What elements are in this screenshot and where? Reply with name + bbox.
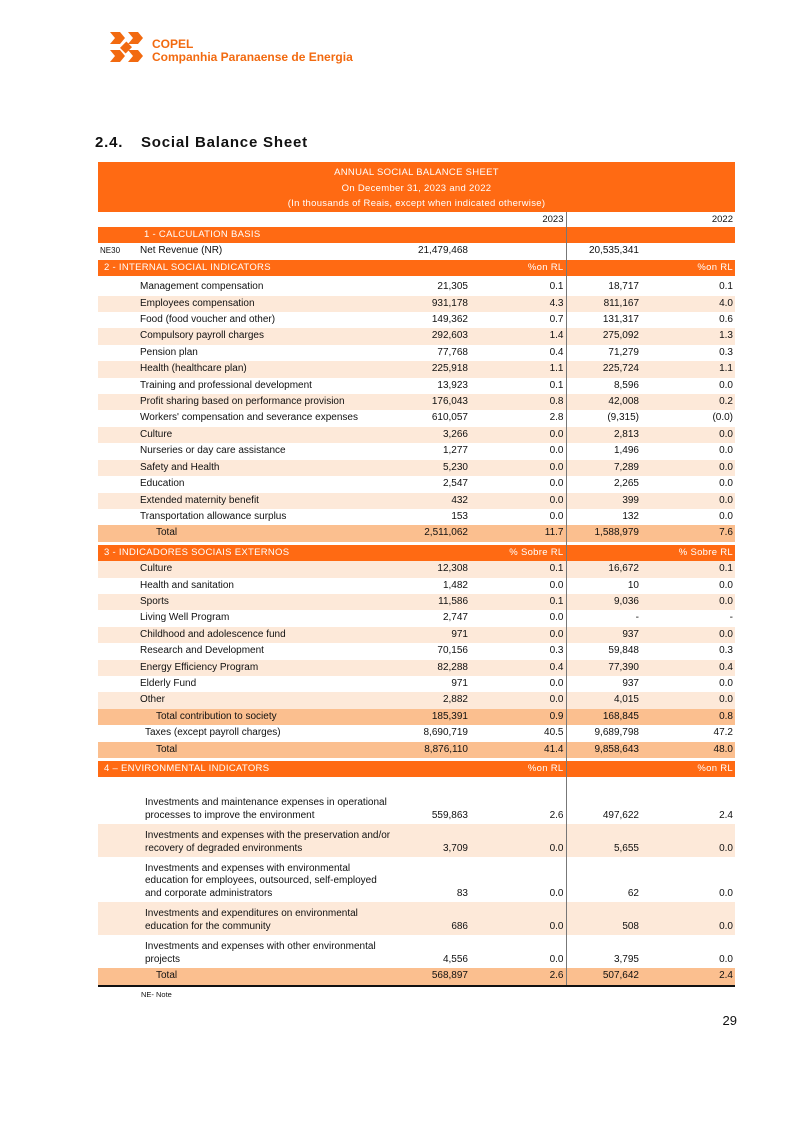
note-cell bbox=[98, 312, 138, 328]
row-label: Total bbox=[138, 968, 396, 985]
table-row bbox=[98, 857, 735, 902]
pct-2023: 0.0 bbox=[470, 460, 566, 476]
table-row bbox=[98, 676, 735, 692]
row-label: Health and sanitation bbox=[140, 579, 234, 591]
value-2022: 10 bbox=[627, 579, 639, 591]
pct-header-2022: %on RL bbox=[641, 260, 735, 276]
value-2023: 185,391 bbox=[396, 709, 470, 725]
row-label: Living Well Program bbox=[140, 612, 230, 624]
pct-2023: 4.3 bbox=[470, 296, 566, 312]
blank-cell bbox=[566, 212, 641, 227]
pct-2022: 0.0 bbox=[719, 887, 733, 899]
pct-2023: 0.4 bbox=[470, 660, 566, 676]
pct-2023: 1.1 bbox=[470, 361, 566, 377]
value-2023: 3,266 bbox=[396, 427, 470, 443]
blank-cell bbox=[396, 212, 470, 227]
value-2022: 7,289 bbox=[566, 460, 641, 476]
row-label: Childhood and adolescence fund bbox=[138, 627, 396, 643]
pct-2023: 0.0 bbox=[470, 610, 566, 626]
blank-cell bbox=[566, 761, 641, 777]
note-cell bbox=[98, 791, 138, 824]
note-cell bbox=[98, 709, 138, 725]
company-logo bbox=[108, 30, 388, 70]
table-row bbox=[98, 361, 735, 377]
value-2023: 4,556 bbox=[442, 953, 468, 965]
value-2023: 1,482 bbox=[442, 579, 468, 591]
section-title bbox=[95, 134, 308, 151]
pct-2023: 2.6 bbox=[470, 791, 566, 824]
table-row bbox=[98, 476, 735, 492]
pct-2023: 0.0 bbox=[470, 493, 566, 509]
row-label: Investments and expenses with other environmental projects bbox=[145, 941, 376, 965]
pct-2023: 0.1 bbox=[470, 561, 566, 577]
blank-cell bbox=[566, 777, 641, 791]
pct-2023: 0.8 bbox=[470, 394, 566, 410]
internal-heading-row bbox=[98, 260, 735, 276]
value-2022: 16,672 bbox=[566, 561, 641, 577]
value-2022: 1,496 bbox=[613, 445, 639, 457]
table-row bbox=[98, 394, 735, 410]
note-cell bbox=[98, 742, 138, 758]
pct-header-2022: % Sobre RL bbox=[641, 545, 735, 561]
value-2023: 77,768 bbox=[437, 346, 468, 358]
year-2022: 2022 bbox=[711, 214, 733, 225]
blank-cell bbox=[641, 243, 735, 259]
value-2022: 507,642 bbox=[566, 968, 641, 985]
note-cell bbox=[98, 378, 138, 394]
blank-cell bbox=[641, 227, 735, 243]
pct-2023: 11.7 bbox=[470, 525, 566, 541]
value-2023: 5,230 bbox=[396, 460, 470, 476]
value-2023: 149,362 bbox=[431, 314, 468, 326]
value-2022: 508 bbox=[566, 902, 641, 935]
sheet-units: (In thousands of Reais, except when indicated otherwise) bbox=[287, 198, 546, 209]
pct-2022: 0.8 bbox=[641, 709, 735, 725]
value-2023: 2,882 bbox=[396, 692, 470, 708]
pct-2023: 0.0 bbox=[470, 578, 566, 594]
table-row bbox=[98, 443, 735, 459]
bottom-rule bbox=[98, 986, 735, 989]
pct-2022: 48.0 bbox=[641, 742, 735, 758]
note-cell bbox=[98, 509, 138, 525]
table-row bbox=[98, 902, 735, 935]
row-label: Taxes (except payroll charges) bbox=[145, 727, 281, 739]
pct-2022: 0.0 bbox=[719, 478, 733, 490]
pct-2022: 0.0 bbox=[719, 379, 733, 391]
row-label: Extended maternity benefit bbox=[138, 493, 396, 509]
table-row bbox=[98, 610, 735, 626]
table-row bbox=[98, 935, 735, 968]
pct-2023: 0.9 bbox=[470, 709, 566, 725]
pct-2022: 0.0 bbox=[641, 627, 735, 643]
table-row bbox=[98, 279, 735, 295]
pct-2022: 0.0 bbox=[719, 953, 733, 965]
blank-cell bbox=[396, 777, 470, 791]
table-row bbox=[98, 643, 735, 659]
note-cell bbox=[98, 935, 138, 968]
table-row bbox=[98, 692, 735, 708]
pct-2022: 0.0 bbox=[719, 510, 733, 522]
pct-2022: 1.1 bbox=[641, 361, 735, 377]
pct-2022: 0.3 bbox=[719, 346, 733, 358]
row-label: Compulsory payroll charges bbox=[138, 328, 396, 344]
value-2022: 937 bbox=[622, 677, 639, 689]
value-2022: 77,390 bbox=[566, 660, 641, 676]
row-label: Pension plan bbox=[140, 346, 198, 358]
value-2023: 971 bbox=[451, 677, 468, 689]
pct-2022: (0.0) bbox=[712, 412, 733, 424]
value-2023: 559,863 bbox=[431, 809, 468, 821]
note-cell bbox=[98, 296, 138, 312]
value-2023: 568,897 bbox=[396, 968, 470, 985]
blank-cell bbox=[470, 243, 566, 259]
pct-2022: 0.0 bbox=[641, 594, 735, 610]
pct-2023: 0.0 bbox=[470, 824, 566, 857]
note-cell bbox=[98, 902, 138, 935]
row-label: Sports bbox=[138, 594, 396, 610]
value-2022: 132 bbox=[622, 510, 639, 522]
blank-cell bbox=[566, 227, 641, 243]
note-cell bbox=[98, 627, 138, 643]
value-2022: 2,813 bbox=[566, 427, 641, 443]
pct-2022: 47.2 bbox=[713, 727, 733, 739]
table-row bbox=[98, 578, 735, 594]
value-2022: 9,036 bbox=[566, 594, 641, 610]
note-cell bbox=[98, 361, 138, 377]
value-2023: 21,305 bbox=[437, 281, 468, 293]
value-2023: 931,178 bbox=[396, 296, 470, 312]
note-cell bbox=[98, 578, 138, 594]
note-cell bbox=[98, 443, 138, 459]
row-label: Profit sharing based on performance provision bbox=[138, 394, 396, 410]
row-label: Investments and expenses with environmental education for employees, outsourced, self-employed and corporate administrators bbox=[145, 862, 377, 899]
pct-2022: 0.0 bbox=[719, 677, 733, 689]
note-cell bbox=[98, 460, 138, 476]
pct-2023: 0.1 bbox=[470, 378, 566, 394]
pct-2022: 0.2 bbox=[641, 394, 735, 410]
value-2023: 13,923 bbox=[437, 379, 468, 391]
value-2023: 610,057 bbox=[431, 412, 468, 424]
value-2023: 83 bbox=[456, 887, 468, 899]
total-row bbox=[98, 525, 735, 541]
value-2023: 292,603 bbox=[396, 328, 470, 344]
blank-cell bbox=[470, 777, 566, 791]
value-2023: 225,918 bbox=[396, 361, 470, 377]
value-2022: 1,588,979 bbox=[566, 525, 641, 541]
pct-2022: - bbox=[729, 612, 733, 624]
pct-2023: 0.3 bbox=[470, 643, 566, 659]
note-cell bbox=[98, 394, 138, 410]
pct-2023: 1.4 bbox=[470, 328, 566, 344]
note-cell bbox=[98, 643, 138, 659]
row-label: Investments and expenditures on environmental education for the community bbox=[138, 902, 396, 935]
note-cell bbox=[98, 561, 138, 577]
pct-2022: 0.0 bbox=[641, 427, 735, 443]
pct-2023: 0.0 bbox=[470, 857, 566, 902]
blank-cell bbox=[470, 227, 566, 243]
blank-cell bbox=[138, 212, 396, 227]
note-cell bbox=[98, 676, 138, 692]
value-2023: 2,511,062 bbox=[396, 525, 470, 541]
pct-2022: 0.3 bbox=[719, 645, 733, 657]
row-label: Net Revenue (NR) bbox=[140, 245, 223, 257]
pct-2023: 0.0 bbox=[470, 427, 566, 443]
section-heading: 4 – ENVIRONMENTAL INDICATORS bbox=[98, 761, 470, 777]
sheet-date: On December 31, 2023 and 2022 bbox=[341, 182, 492, 194]
value-2023: 432 bbox=[396, 493, 470, 509]
blank-cell bbox=[98, 777, 138, 791]
table-row bbox=[98, 824, 735, 857]
value-2022: 399 bbox=[566, 493, 641, 509]
bottom-rule-row bbox=[98, 986, 735, 989]
pct-2023: 0.1 bbox=[470, 594, 566, 610]
spacer-row bbox=[98, 777, 735, 791]
company-short-name: COPEL bbox=[152, 37, 194, 51]
value-2022: 3,795 bbox=[613, 953, 639, 965]
blank-cell bbox=[98, 212, 138, 227]
net-revenue-row bbox=[98, 243, 735, 259]
table-row bbox=[98, 460, 735, 476]
value-2022: 5,655 bbox=[566, 824, 641, 857]
pct-2023: 0.0 bbox=[470, 443, 566, 459]
value-2023: 11,586 bbox=[396, 594, 470, 610]
section-title-text: Social Balance Sheet bbox=[141, 134, 308, 151]
pct-2022: 0.0 bbox=[719, 579, 733, 591]
pct-2023: 0.0 bbox=[470, 692, 566, 708]
value-2023: 82,288 bbox=[396, 660, 470, 676]
value-2022: 59,848 bbox=[608, 645, 639, 657]
table-row bbox=[98, 410, 735, 426]
pct-2023: 0.0 bbox=[470, 676, 566, 692]
row-label: Investments and expenses with the preservation and/or recovery of degraded environments bbox=[138, 824, 396, 857]
note-cell bbox=[98, 594, 138, 610]
total-row bbox=[98, 742, 735, 758]
value-2022: 8,596 bbox=[613, 379, 639, 391]
table-row bbox=[98, 378, 735, 394]
value-2022: 225,724 bbox=[566, 361, 641, 377]
note-cell bbox=[98, 476, 138, 492]
row-label: Investments and maintenance expenses in operational processes to improve the environment bbox=[145, 797, 387, 821]
year-2023: 2023 bbox=[470, 212, 566, 227]
pct-2023: 2.8 bbox=[470, 410, 566, 426]
pct-2022: 0.0 bbox=[719, 445, 733, 457]
row-label: Management compensation bbox=[140, 281, 264, 293]
value-2022: 42,008 bbox=[566, 394, 641, 410]
table-row bbox=[98, 660, 735, 676]
pct-2022: 2.4 bbox=[641, 968, 735, 985]
note-reference: NE30 bbox=[100, 246, 121, 256]
pct-2023: 41.4 bbox=[470, 742, 566, 758]
row-label: Culture bbox=[138, 561, 396, 577]
value-2022: (9,315) bbox=[607, 412, 639, 424]
pct-2023: 0.0 bbox=[470, 935, 566, 968]
value-2023: 8,876,110 bbox=[396, 742, 470, 758]
section-heading: 3 - INDICADORES SOCIAIS EXTERNOS bbox=[98, 545, 470, 561]
value-2022: 9,858,643 bbox=[566, 742, 641, 758]
note-cell bbox=[98, 968, 138, 985]
pct-2023: 0.7 bbox=[470, 312, 566, 328]
note-cell bbox=[98, 328, 138, 344]
value-2022: 168,845 bbox=[566, 709, 641, 725]
row-label: Health (healthcare plan) bbox=[138, 361, 396, 377]
row-label: Research and Development bbox=[140, 645, 264, 657]
total-row bbox=[98, 968, 735, 985]
table-row bbox=[98, 312, 735, 328]
note-cell bbox=[98, 610, 138, 626]
pct-2022: 0.0 bbox=[641, 460, 735, 476]
note-cell bbox=[98, 493, 138, 509]
value-2023: 2,547 bbox=[442, 478, 468, 490]
pct-header-2023: % Sobre RL bbox=[470, 545, 566, 561]
company-full-name: Companhia Paranaense de Energia bbox=[152, 50, 353, 64]
blank-cell bbox=[566, 545, 641, 561]
taxes-row bbox=[98, 725, 735, 741]
value-2023: 2,747 bbox=[442, 612, 468, 624]
pct-2023: 0.0 bbox=[470, 509, 566, 525]
note-cell bbox=[98, 427, 138, 443]
environmental-heading-row bbox=[98, 761, 735, 777]
pct-2023: 0.0 bbox=[470, 476, 566, 492]
pct-header-2023: %on RL bbox=[470, 260, 566, 276]
calc-basis-heading-row bbox=[98, 227, 735, 243]
sheet-title: ANNUAL SOCIAL BALANCE SHEET bbox=[334, 167, 499, 178]
pct-2023: 0.0 bbox=[470, 902, 566, 935]
row-label: Total bbox=[138, 742, 396, 758]
row-label: Safety and Health bbox=[138, 460, 396, 476]
note-cell bbox=[98, 345, 138, 361]
pct-2023: 0.4 bbox=[470, 345, 566, 361]
row-label: Total contribution to society bbox=[138, 709, 396, 725]
note-cell bbox=[98, 525, 138, 541]
row-label: Total bbox=[138, 525, 396, 541]
value-2022: 131,317 bbox=[602, 314, 639, 326]
row-label: Other bbox=[138, 692, 396, 708]
footnote: NE- Note bbox=[141, 990, 172, 999]
page-number: 29 bbox=[722, 1013, 737, 1028]
row-label: Energy Efficiency Program bbox=[138, 660, 396, 676]
row-label: Training and professional development bbox=[140, 379, 312, 391]
table-row bbox=[98, 594, 735, 610]
row-label: Workers' compensation and severance expenses bbox=[140, 412, 358, 424]
value-2022: - bbox=[635, 612, 639, 624]
value-2022: 811,167 bbox=[566, 296, 641, 312]
section-heading: 1 - CALCULATION BASIS bbox=[98, 227, 470, 243]
value-2022: 71,279 bbox=[608, 346, 639, 358]
row-label: Food (food voucher and other) bbox=[140, 314, 276, 326]
note-cell bbox=[98, 824, 138, 857]
table-row bbox=[98, 627, 735, 643]
note-cell bbox=[98, 692, 138, 708]
table-row bbox=[98, 328, 735, 344]
pct-header-2022: %on RL bbox=[641, 761, 735, 777]
row-label: Transportation allowance surplus bbox=[140, 510, 287, 522]
balance-table bbox=[98, 212, 735, 989]
pct-2022: 0.0 bbox=[641, 692, 735, 708]
value-2023: 1,277 bbox=[442, 445, 468, 457]
pct-2022: 0.6 bbox=[719, 314, 733, 326]
pct-2022: 0.1 bbox=[641, 561, 735, 577]
pct-2022: 0.0 bbox=[641, 902, 735, 935]
pct-2023: 2.6 bbox=[470, 968, 566, 985]
value-2022: 62 bbox=[627, 887, 639, 899]
value-2023: 12,308 bbox=[396, 561, 470, 577]
sheet-header bbox=[98, 162, 735, 212]
value-2022: 20,535,341 bbox=[588, 245, 639, 257]
blank-cell bbox=[641, 777, 735, 791]
pct-2022: 2.4 bbox=[719, 809, 733, 821]
copel-logo-icon bbox=[108, 30, 146, 66]
row-label: Nurseries or day care assistance bbox=[140, 445, 286, 457]
value-2023: 3,709 bbox=[396, 824, 470, 857]
value-2023: 176,043 bbox=[396, 394, 470, 410]
pct-2023: 40.5 bbox=[470, 725, 566, 741]
pct-header-2023: %on RL bbox=[470, 761, 566, 777]
section-heading: 2 - INTERNAL SOCIAL INDICATORS bbox=[98, 260, 470, 276]
blank-cell bbox=[138, 777, 396, 791]
pct-2022: 1.3 bbox=[641, 328, 735, 344]
note-cell bbox=[98, 660, 138, 676]
year-header-row bbox=[98, 212, 735, 227]
contribution-row bbox=[98, 709, 735, 725]
pct-2022: 7.6 bbox=[641, 525, 735, 541]
row-label: Employees compensation bbox=[138, 296, 396, 312]
value-2023: 686 bbox=[396, 902, 470, 935]
value-2023: 971 bbox=[396, 627, 470, 643]
value-2023: 70,156 bbox=[437, 645, 468, 657]
note-cell bbox=[98, 857, 138, 902]
pct-2022: 4.0 bbox=[641, 296, 735, 312]
table-row bbox=[98, 345, 735, 361]
pct-2022: 0.0 bbox=[641, 824, 735, 857]
external-heading-row bbox=[98, 545, 735, 561]
note-cell bbox=[98, 725, 138, 741]
table-row bbox=[98, 493, 735, 509]
value-2023: 153 bbox=[451, 510, 468, 522]
table-row bbox=[98, 791, 735, 824]
blank-cell bbox=[566, 260, 641, 276]
value-2022: 9,689,798 bbox=[594, 727, 639, 739]
table-row bbox=[98, 296, 735, 312]
pct-2023: 0.0 bbox=[470, 627, 566, 643]
value-2023: 21,479,468 bbox=[417, 245, 468, 257]
value-2022: 18,717 bbox=[608, 281, 639, 293]
pct-2022: 0.0 bbox=[641, 493, 735, 509]
table-row bbox=[98, 427, 735, 443]
value-2022: 2,265 bbox=[613, 478, 639, 490]
value-2022: 497,622 bbox=[602, 809, 639, 821]
value-2023: 8,690,719 bbox=[423, 727, 468, 739]
value-2022: 4,015 bbox=[566, 692, 641, 708]
pct-2022: 0.1 bbox=[719, 281, 733, 293]
table-row bbox=[98, 509, 735, 525]
pct-2023: 0.1 bbox=[470, 279, 566, 295]
section-number: 2.4. bbox=[95, 134, 124, 151]
row-label: Education bbox=[140, 478, 185, 490]
value-2022: 275,092 bbox=[566, 328, 641, 344]
table-row bbox=[98, 561, 735, 577]
row-label: Elderly Fund bbox=[140, 677, 197, 689]
value-2022: 937 bbox=[566, 627, 641, 643]
row-label: Culture bbox=[138, 427, 396, 443]
social-balance-sheet bbox=[98, 162, 735, 989]
note-cell bbox=[98, 410, 138, 426]
note-cell bbox=[98, 279, 138, 295]
pct-2022: 0.4 bbox=[641, 660, 735, 676]
